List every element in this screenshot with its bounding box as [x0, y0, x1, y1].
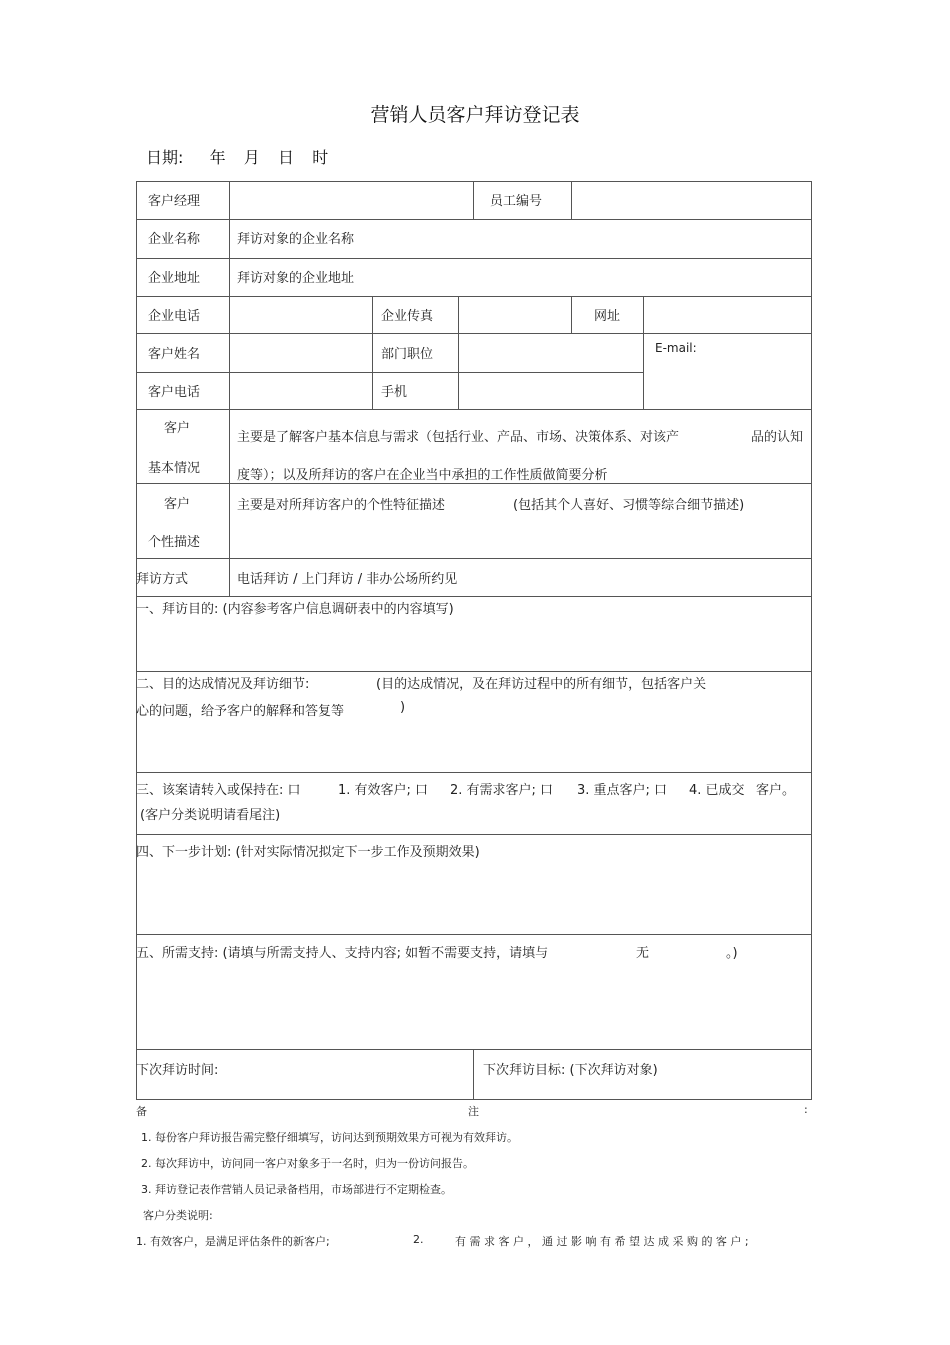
basic-info-label-1: 客户: [164, 421, 191, 436]
page-title: 营销人员客户拜访登记表: [370, 104, 580, 126]
next-visit-target-label: 下次拜访目标: (下次拜访对象): [483, 1063, 658, 1078]
section-achievement-desc-2: 心的问题，给予客户的解释和答复等: [136, 704, 345, 719]
mobile-label: 手机: [381, 385, 408, 400]
date-hour: 时: [312, 148, 329, 167]
note-item-3: 3. 拜访登记表作营销人员记录备档用，市场部进行不定期检查。: [141, 1183, 452, 1196]
department-label: 部门职位: [381, 347, 434, 362]
notes-head-1: 备: [136, 1105, 147, 1118]
company-address-value: 拜访对象的企业地址: [237, 271, 355, 286]
email-label: E-mail:: [655, 341, 697, 355]
section-transfer-note: (客户分类说明请看尾注): [140, 808, 281, 823]
note-item-2: 2. 每次拜访中，访问同一客户对象多于一名时，归为一份访问报告。: [141, 1157, 474, 1170]
company-name-value: 拜访对象的企业名称: [237, 232, 355, 247]
company-name-label: 企业名称: [148, 232, 201, 247]
website-label: 网址: [594, 309, 621, 324]
basic-info-label-2: 基本情况: [148, 461, 201, 476]
classification-item-2: 有 需 求 客 户 ， 通 过 影 响 有 希 望 达 成 采 购 的 客 户 ;: [455, 1235, 749, 1248]
section-achievement-desc: (目的达成情况，及在拜访过程中的所有细节，包括客户关: [376, 677, 707, 692]
company-fax-label: 企业传真: [381, 309, 434, 324]
classification-item-1: 1. 有效客户，是满足评估条件的新客户;: [136, 1235, 330, 1248]
employee-no-label: 员工编号: [490, 194, 543, 209]
date-day: 日: [278, 148, 295, 167]
section-transfer-title: 三、该案请转入或保持在: 口: [136, 783, 301, 798]
basic-info-text-2: 度等）；以及所拜访的客户在企业当中承担的工作性质做简要分析: [237, 468, 608, 483]
manager-label: 客户经理: [148, 194, 201, 209]
company-address-label: 企业地址: [148, 271, 201, 286]
date-line: [146, 145, 328, 168]
option-closed: 4. 已成交: [689, 783, 745, 798]
section-support-a: 五、所需支持: (请填与所需支持人、支持内容; 如暂不需要支持，请填与: [136, 946, 549, 961]
option-effective-customer: 1. 有效客户; 口: [338, 783, 429, 798]
company-phone-label: 企业电话: [148, 309, 201, 324]
basic-info-text-1b: 品的认知: [751, 430, 804, 445]
basic-info-text-1a: 主要是了解客户基本信息与需求（包括行业、产品、市场、决策体系、对该产: [237, 430, 680, 445]
personality-text-a: 主要是对所拜访客户的个性特征描述: [237, 498, 446, 513]
customer-phone-label: 客户电话: [148, 385, 201, 400]
section-next-plan: 四、下一步计划: (针对实际情况拟定下一步工作及预期效果): [136, 845, 480, 860]
notes-head-3: :: [804, 1103, 808, 1116]
visit-mode-value: 电话拜访 / 上门拜访 / 非办公场所约见: [237, 572, 458, 587]
section-achievement-title: 二、目的达成情况及拜访细节:: [136, 677, 310, 692]
section-visit-purpose: 一、拜访目的: (内容参考客户信息调研表中的内容填写): [136, 602, 454, 617]
classification-title: 客户分类说明:: [143, 1209, 213, 1222]
date-year: 年: [209, 148, 226, 167]
section-achievement-close: ): [400, 700, 406, 715]
date-label: 日期:: [146, 148, 184, 167]
notes-head-2: 注: [468, 1105, 479, 1118]
option-key-customer: 3. 重点客户; 口: [577, 783, 668, 798]
option-demand-customer: 2. 有需求客户; 口: [450, 783, 554, 798]
customer-name-label: 客户姓名: [148, 347, 201, 362]
personality-text-b: (包括其个人喜好、习惯等综合细节描述): [513, 498, 745, 513]
visit-mode-label: 拜访方式: [136, 572, 189, 587]
option-closed-suffix: 客户。: [756, 783, 796, 798]
next-visit-time-label: 下次拜访时间:: [136, 1063, 219, 1078]
personality-label-2: 个性描述: [148, 535, 201, 550]
personality-label-1: 客户: [164, 497, 191, 512]
date-month: 月: [243, 148, 260, 167]
section-support-c: 。): [726, 946, 738, 961]
classification-item-2-number: 2.: [413, 1233, 424, 1246]
note-item-1: 1. 每份客户拜访报告需完整仔细填写，访问达到预期效果方可视为有效拜访。: [141, 1131, 518, 1144]
section-support-b: 无: [636, 946, 650, 961]
